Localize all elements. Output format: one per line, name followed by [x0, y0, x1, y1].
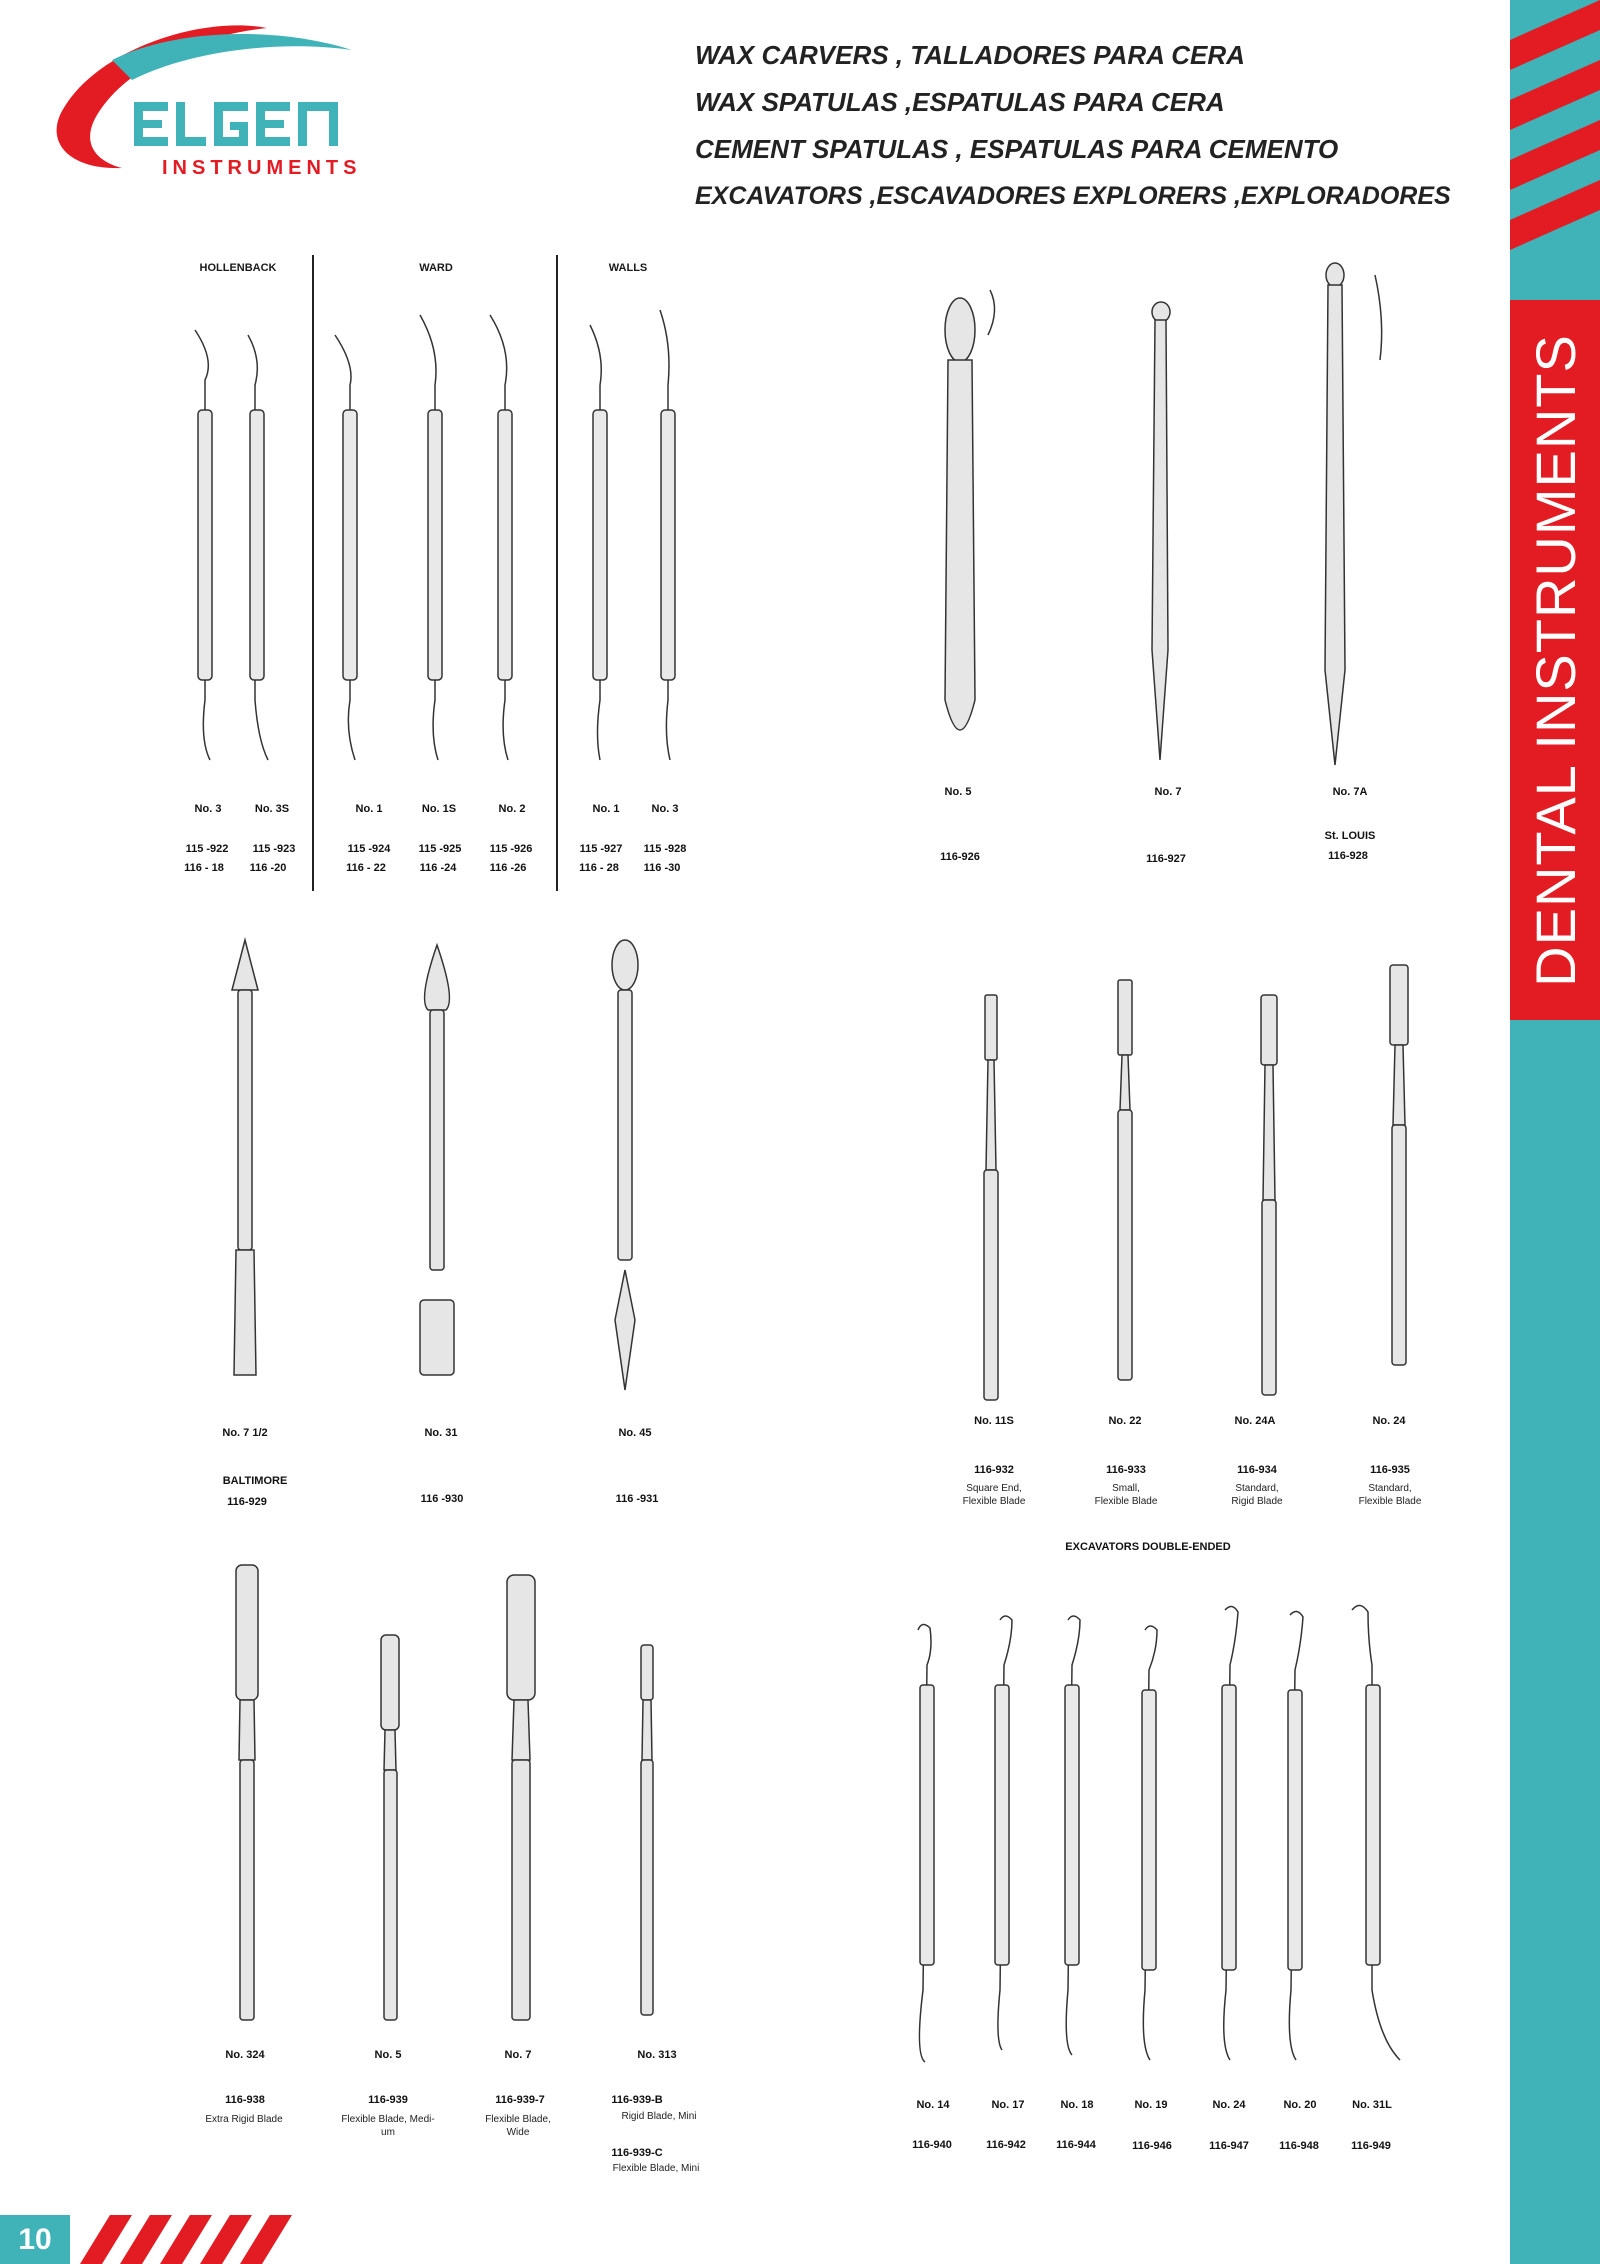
item-no: No. 45: [618, 1427, 652, 1439]
item-code: 116-949: [1351, 2140, 1391, 2152]
item-no: No. 5: [374, 2049, 402, 2061]
logo-tagline: INSTRUMENTS: [162, 157, 362, 179]
group-hollenback: HOLLENBACK: [199, 262, 277, 274]
item-no: No. 24A: [1234, 1415, 1276, 1427]
item-code: 116 - 22: [346, 862, 386, 874]
item-no: No. 7: [504, 2049, 532, 2061]
headline-excavators: EXCAVATORS ,ESCAVADORES EXPLORERS ,EXPLORADORES: [695, 182, 1451, 210]
item-code: 116-939: [368, 2094, 408, 2106]
footer-stripes-icon: [70, 2215, 290, 2264]
item-note: Flexible Blade: [962, 1496, 1026, 1507]
headline-wax-spatulas: WAX SPATULAS ,ESPATULAS PARA CERA: [695, 87, 1225, 117]
item-no: No. 5: [944, 786, 972, 798]
excavator-instrument: [918, 1624, 934, 2062]
item-code: 116-927: [1146, 853, 1186, 865]
item-no: No. 324: [225, 2049, 265, 2061]
excavator-instrument: [1142, 1626, 1157, 2060]
group-walls: WALLS: [608, 262, 648, 274]
item-code: 116-942: [986, 2139, 1026, 2151]
item-no: No. 31L: [1352, 2099, 1392, 2111]
item-extra: BALTIMORE: [222, 1475, 288, 1487]
item-code: 116-946: [1132, 2140, 1172, 2152]
item-code: 116 -30: [643, 862, 681, 874]
item-code: 116-938: [225, 2094, 265, 2106]
item-note: Flexible Blade, Mini: [612, 2163, 700, 2174]
headline-wax-carvers: WAX CARVERS , TALLADORES PARA CERA: [695, 40, 1245, 70]
item-code: 116 -24: [419, 862, 457, 874]
excavator-instrument: [1352, 1605, 1400, 2060]
item-code: 116-947: [1209, 2140, 1249, 2152]
item-code: 115 -926: [489, 843, 533, 855]
item-code: 116-939-7: [495, 2094, 545, 2106]
item-code: 116 - 18: [184, 862, 224, 874]
item-note: Flexible Blade, Medi-: [341, 2114, 435, 2125]
item-no: No. 22: [1108, 1415, 1142, 1427]
item-note: Flexible Blade: [1094, 1496, 1158, 1507]
excavators-heading: EXCAVATORS DOUBLE-ENDED: [1065, 1541, 1231, 1553]
item-no: No. 3: [194, 803, 222, 815]
item-no: No. 20: [1283, 2099, 1317, 2111]
item-no: No. 7: [1154, 786, 1182, 798]
item-no: No. 14: [916, 2099, 950, 2111]
item-no: No. 2: [498, 803, 526, 815]
item-extra: St. LOUIS: [1324, 830, 1376, 842]
item-note: Small,: [1112, 1483, 1140, 1494]
item-no: No. 7A: [1332, 786, 1368, 798]
excavator-instrument: [1065, 1616, 1080, 2055]
group-ward: WARD: [419, 262, 453, 274]
item-code: 115 -922: [185, 843, 229, 855]
item-code: 116 -20: [249, 862, 287, 874]
item-code: 115 -928: [643, 843, 687, 855]
item-code: 116-939-C: [611, 2147, 663, 2159]
excavator-instrument: [1222, 1606, 1238, 2060]
item-code: 116-932: [974, 1464, 1014, 1476]
item-code: 116-939-B: [611, 2094, 663, 2106]
item-code: 116-948: [1279, 2140, 1319, 2152]
item-note: Flexible Blade,: [485, 2114, 551, 2125]
item-no: No. 31: [424, 1427, 458, 1439]
item-code: 115 -927: [579, 843, 623, 855]
item-code: 116-926: [940, 851, 980, 863]
item-code: 116 -931: [615, 1493, 659, 1505]
item-note: Extra Rigid Blade: [205, 2114, 283, 2125]
item-code: 115 -925: [418, 843, 462, 855]
item-note: Square End,: [966, 1483, 1022, 1494]
band-stripes-icon: [1510, 0, 1600, 300]
item-no: No. 7 1/2: [222, 1427, 268, 1439]
item-note: um: [381, 2127, 395, 2138]
item-note: Standard,: [1368, 1483, 1412, 1494]
item-no: No. 3: [651, 803, 679, 815]
item-no: No. 3S: [254, 803, 290, 815]
item-code: 116 -930: [420, 1493, 464, 1505]
item-note: Rigid Blade: [1231, 1496, 1283, 1507]
item-code: 116-934: [1237, 1464, 1277, 1476]
item-code: 116-940: [912, 2139, 952, 2151]
item-no: No. 18: [1060, 2099, 1094, 2111]
item-code: 115 -924: [347, 843, 391, 855]
item-code: 115 -923: [252, 843, 296, 855]
excavator-instrument: [995, 1616, 1012, 2050]
item-note: Standard,: [1235, 1483, 1279, 1494]
item-code: 116 - 28: [579, 862, 619, 874]
item-code: 116 -26: [489, 862, 527, 874]
item-no: No. 17: [991, 2099, 1025, 2111]
item-no: No. 24: [1212, 2099, 1246, 2111]
item-no: No. 24: [1372, 1415, 1406, 1427]
item-no: No. 1: [355, 803, 383, 815]
item-code: 116-944: [1056, 2139, 1096, 2151]
side-title-wrap: [1510, 300, 1600, 1020]
item-note: Rigid Blade, Mini: [621, 2111, 697, 2122]
item-note: Wide: [506, 2127, 530, 2138]
item-no: No. 313: [637, 2049, 677, 2061]
side-title: DENTAL INSTRUMENTS: [1523, 333, 1587, 987]
item-code: 116-935: [1370, 1464, 1410, 1476]
item-code: 116-933: [1106, 1464, 1146, 1476]
page-number: 10: [0, 2215, 70, 2264]
item-no: No. 1S: [421, 803, 457, 815]
item-no: No. 11S: [974, 1415, 1014, 1427]
item-no: No. 1: [592, 803, 620, 815]
item-code: 116-928: [1328, 850, 1368, 862]
excavator-instrument: [1288, 1611, 1303, 2060]
item-code: 116-929: [227, 1496, 267, 1508]
item-no: No. 19: [1134, 2099, 1168, 2111]
headline-cement-spatulas: CEMENT SPATULAS , ESPATULAS PARA CEMENTO: [695, 134, 1339, 164]
item-note: Flexible Blade: [1358, 1496, 1422, 1507]
